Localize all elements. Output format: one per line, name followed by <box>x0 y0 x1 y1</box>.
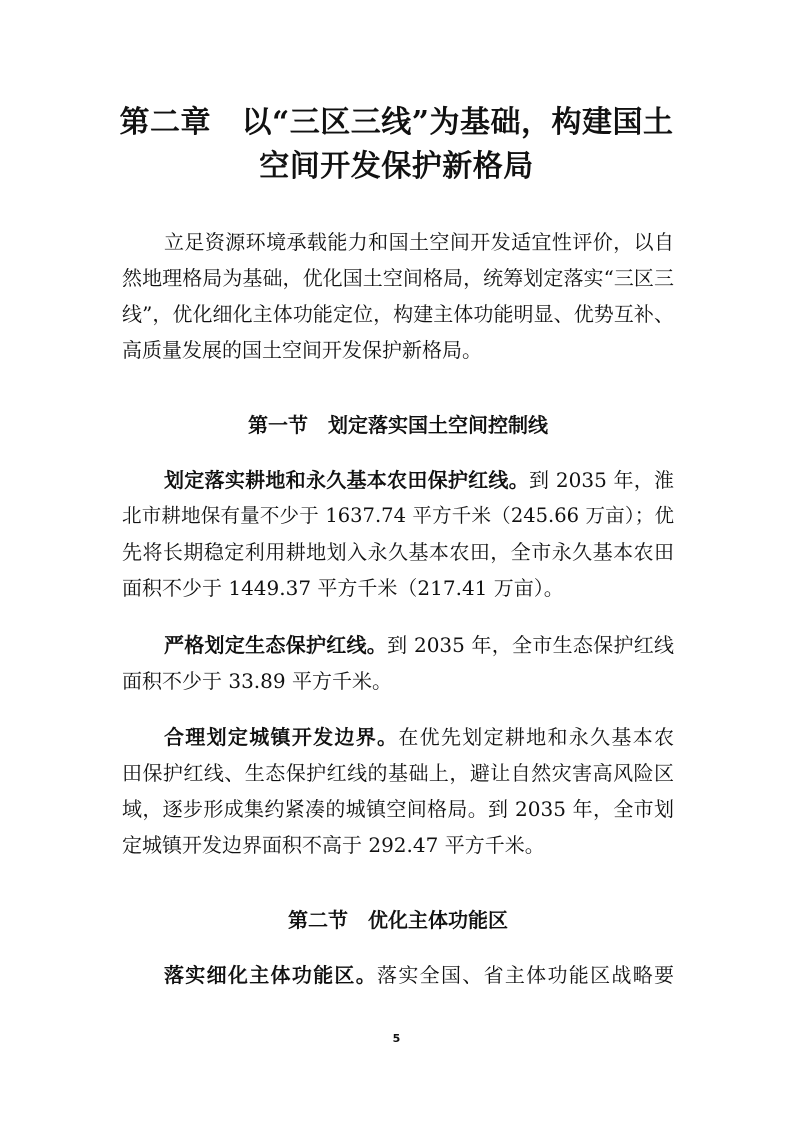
section-heading-2: 第二节 优化主体功能区 <box>288 908 508 932</box>
page-number: 5 <box>392 1032 401 1045</box>
s1-para3-line-3: 域，逐步形成集约紧凑的城镇空间格局。到 2035 年，全市划 <box>122 797 674 821</box>
s1-para3-lead: 合理划定城镇开发边界。 <box>164 725 399 749</box>
s1-para1-line-2: 北市耕地保有量不少于 1637.74 平方千米（245.66 万亩）；优 <box>122 504 674 527</box>
s1-para2-line1-rest: 到 2035 年，全市生态保护红线 <box>387 633 674 657</box>
s2-para1-line-1 <box>164 957 674 993</box>
chapter-title-line-1: 第二章 以“三区三线”为基础，构建国土 <box>119 105 674 140</box>
intro-line-1: 立足资源环境承载能力和国土空间开发适宜性评价，以自 <box>164 230 674 254</box>
s1-para1-line1-rest: 到 2035 年，淮 <box>529 468 674 492</box>
s1-para3-line-1 <box>164 719 674 755</box>
s1-para1-line-3: 先将长期稳定利用耕地划入永久基本农田，全市永久基本农田 <box>122 540 674 564</box>
s2-para1-lead: 落实细化主体功能区。 <box>164 963 378 987</box>
s1-para1-lead: 划定落实耕地和永久基本农田保护红线。 <box>164 468 529 492</box>
s1-para2-line-2: 面积不少于 33.89 平方千米。 <box>122 669 392 693</box>
s1-para3-line1-rest: 在优先划定耕地和永久基本农 <box>398 725 674 749</box>
intro-line-4: 高质量发展的国土空间开发保护新格局。 <box>122 338 482 362</box>
intro-line-3: 线”，优化细化主体功能定位，构建主体功能明显、优势互补、 <box>122 302 674 326</box>
s1-para3-line-4: 定城镇开发边界面积不高于 292.47 平方千米。 <box>122 833 545 857</box>
intro-line-2: 然地理格局为基础，优化国土空间格局，统筹划定落实“三区三 <box>122 266 674 290</box>
s1-para3-line-2: 田保护红线、生态保护红线的基础上，避让自然灾害高风险区 <box>122 761 674 785</box>
section-heading-1: 第一节 划定落实国土空间控制线 <box>248 413 548 437</box>
s1-para2-line-1 <box>164 627 674 663</box>
s1-para2-lead: 严格划定生态保护红线。 <box>164 633 388 657</box>
s1-para1-line-1 <box>164 462 674 498</box>
s1-para1-line-4: 面积不少于 1449.37 平方千米（217.41 万亩）。 <box>122 576 564 600</box>
chapter-title-line-2: 空间开发保护新格局 <box>259 149 534 184</box>
s2-para1-line1-rest: 落实全国、省主体功能区战略要 <box>377 963 674 987</box>
